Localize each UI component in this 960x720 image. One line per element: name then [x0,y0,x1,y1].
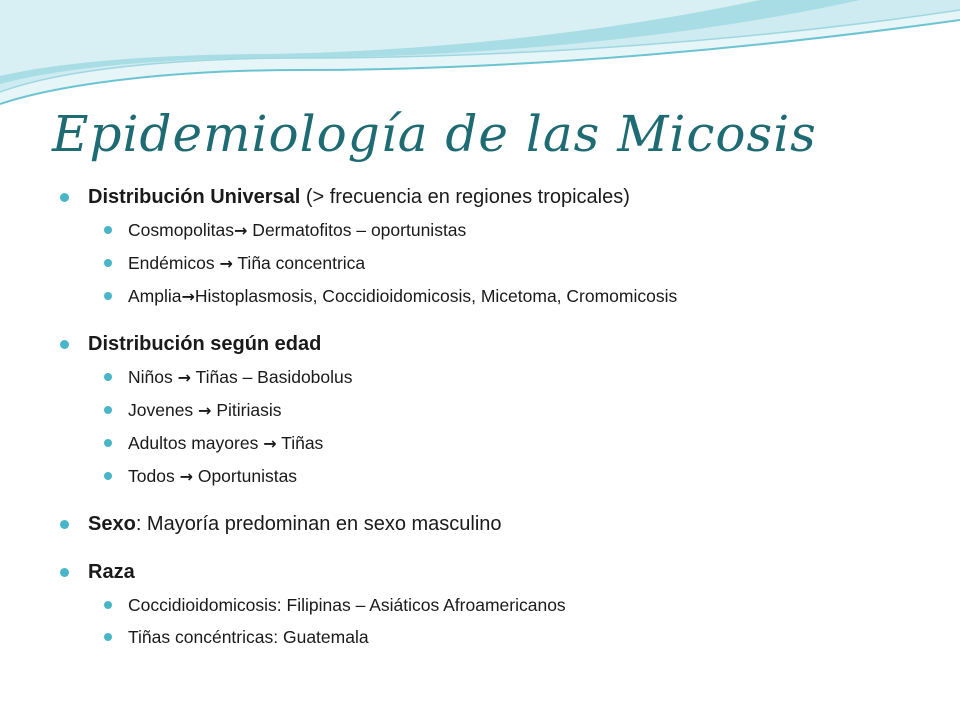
bullet-sexo [58,507,938,541]
arrow-right-icon: → [177,368,192,387]
sub-bullet-text: Jovenes [128,400,199,420]
sub-bullet-text: Amplia [128,286,182,306]
bullet-dot-icon [104,601,112,609]
sub-bullet [58,247,938,280]
bullet-dot-icon [60,340,69,349]
bullet-dot-icon [60,568,69,577]
arrow-right-icon: → [263,434,277,453]
slide-body [58,180,938,653]
bullet-heading: Sexo [88,513,136,535]
sub-bullet [58,361,938,394]
bullet-heading: Distribución Universal [88,186,301,208]
sub-bullet-text: Pitiriasis [211,400,282,420]
bullet-dot-icon [104,226,112,234]
bullet-distribucion-edad [58,327,938,361]
sub-bullet-text: Endémicos [128,253,220,273]
sub-bullet [58,460,938,493]
sub-bullet-text: Niños [128,367,178,387]
bullet-dot-icon [104,472,112,480]
bullet-heading: Raza [88,561,135,583]
sub-bullet-text: Oportunistas [192,466,298,486]
bullet-dot-icon [60,193,69,202]
bullet-dot-icon [104,292,112,300]
sub-bullet-text: Tiñas – Basidobolus [191,367,353,387]
bullet-dot-icon [104,439,112,447]
bullet-dot-icon [104,406,112,414]
arrow-right-icon: → [198,401,212,420]
slide-title: Epidemiología de las Micosis [52,105,817,163]
arrow-right-icon: → [181,287,195,306]
sub-bullet-text: Tiñas concéntricas: Guatemala [128,627,369,647]
arrow-right-icon: → [234,221,248,240]
sub-bullet [58,427,938,460]
bullet-dot-icon [104,633,112,641]
sub-bullet [58,280,938,313]
sub-bullet-text: Dermatofitos – oportunistas [247,220,467,240]
bullet-distribucion-universal [58,180,938,214]
bullet-text: (> frecuencia en regiones tropicales) [300,186,630,208]
bullet-dot-icon [60,520,69,529]
bullet-heading: Distribución según edad [88,333,322,355]
sub-bullet-text: Adultos mayores [128,433,264,453]
sub-bullet [58,394,938,427]
bullet-raza [58,555,938,589]
bullet-dot-icon [104,373,112,381]
sub-bullet-text: Tiña concentrica [232,253,366,273]
sub-bullet-text: Histoplasmosis, Coccidioidomicosis, Micetoma, Cromomicosis [194,286,678,306]
sub-bullet [58,589,938,621]
sub-bullet-text: Coccidioidomicosis: Filipinas – Asiáticos Afroamericanos [128,595,566,615]
bullet-text: : Mayoría predominan en sexo masculino [135,513,502,535]
sub-bullet [58,214,938,247]
sub-bullet [58,621,938,653]
arrow-right-icon: → [179,467,193,486]
sub-bullet-text: Tiñas [276,433,324,453]
bullet-dot-icon [104,259,112,267]
sub-bullet-text: Cosmopolitas [128,220,235,240]
sub-bullet-text: Todos [128,466,180,486]
arrow-right-icon: → [219,254,233,273]
